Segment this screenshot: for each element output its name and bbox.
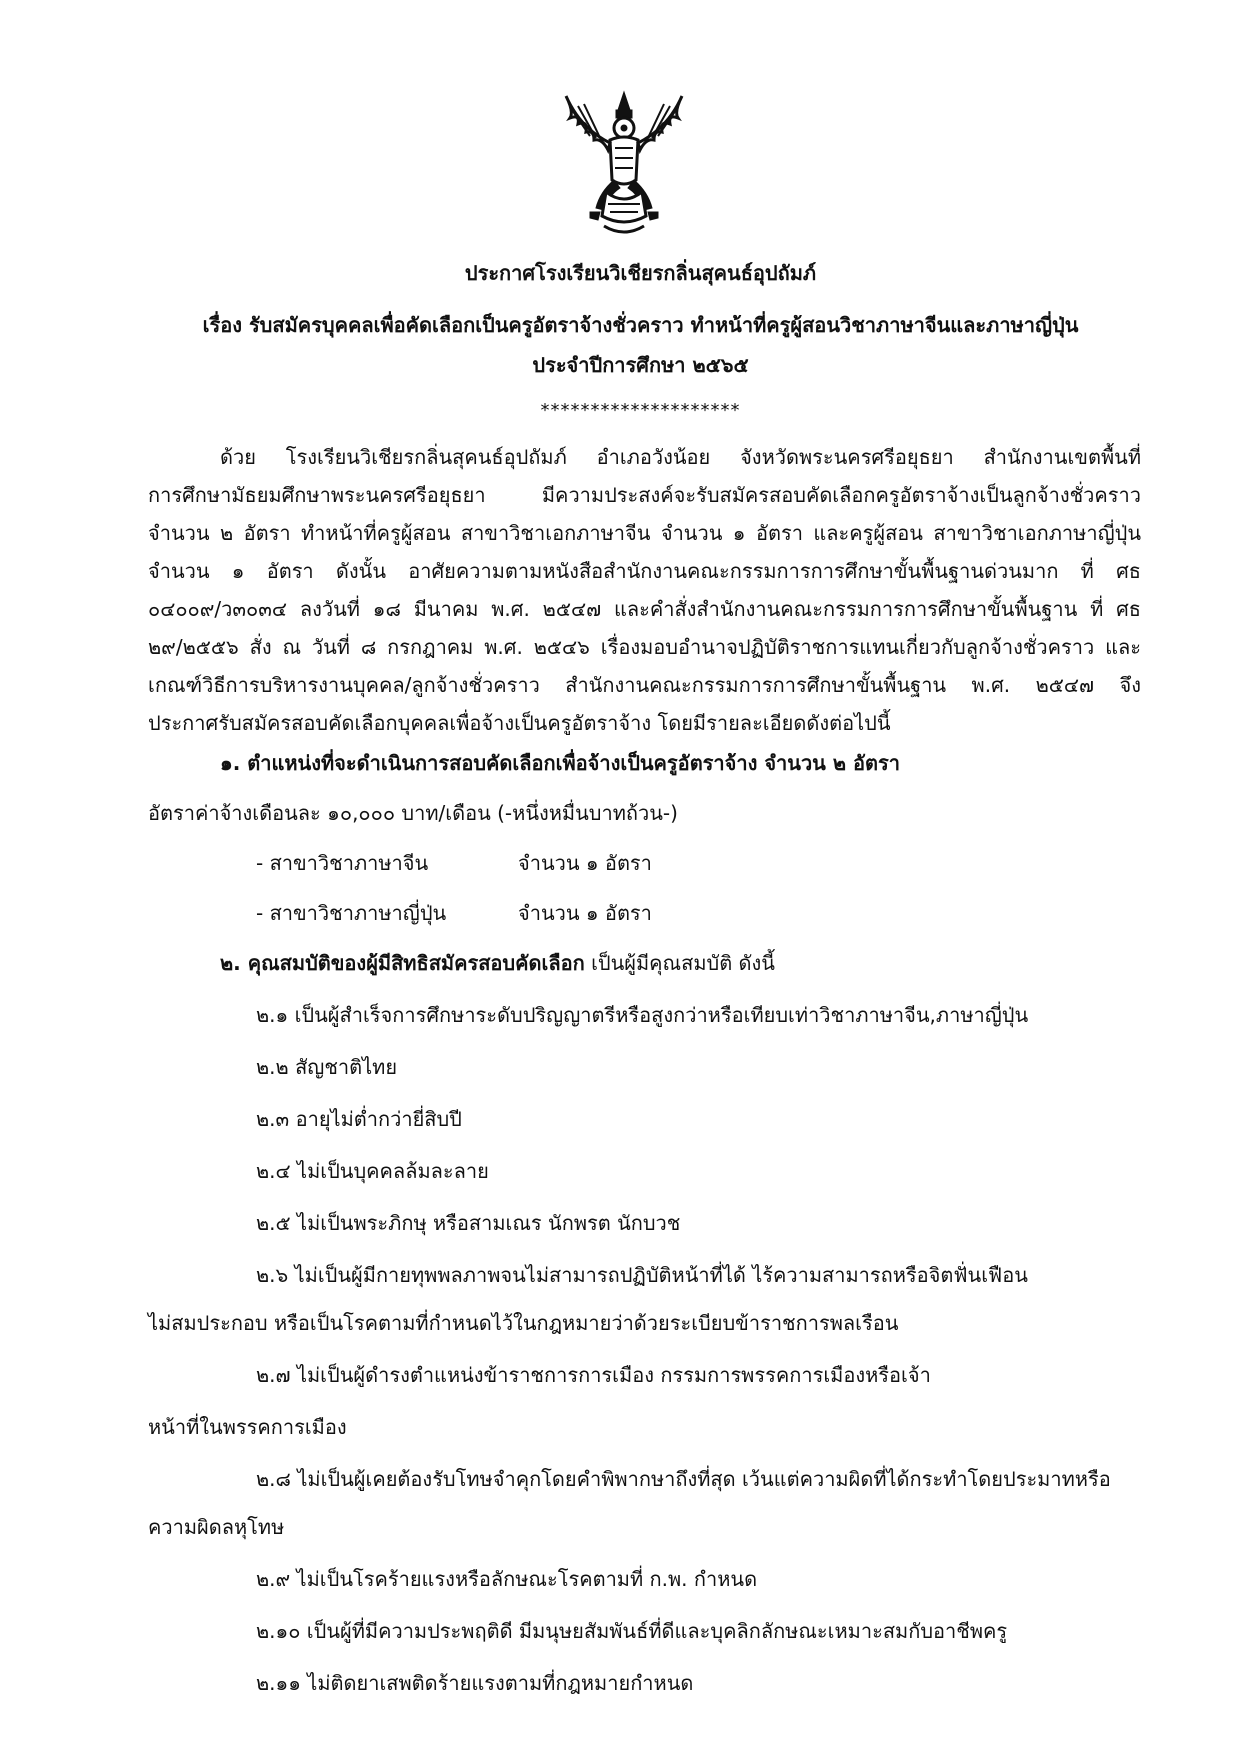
qualification-item-continued: ความผิดลหุโทษ (148, 1515, 285, 1539)
intro-line-3: จำนวน ๒ อัตรา ทำหน้าที่ครูผู้สอน สาขาวิชาเอกภาษาจีน จำนวน ๑ อัตรา และครูผู้สอน สาขาวิชาเอกภาษาญี่ปุ่น (148, 521, 1141, 545)
qualification-item: ๒.๑ เป็นผู้สำเร็จการศึกษาระดับปริญญาตรีหรือสูงกว่าหรือเทียบเท่าวิชาภาษาจีน,ภาษาญี่ปุ่น (256, 1003, 1029, 1027)
section-2-heading (220, 946, 1141, 980)
qualification-item: ๒.๒ สัญชาติไทย (256, 1055, 398, 1079)
position-count: จำนวน ๑ อัตรา (518, 851, 652, 875)
qualification-item: ๒.๔ ไม่เป็นบุคคลล้มละลาย (256, 1159, 489, 1183)
separator: ******************** (540, 400, 741, 421)
garuda-emblem-icon (560, 88, 688, 238)
intro-line-4: จำนวน ๑ อัตรา ดังนั้น อาศัยความตามหนังสือสำนักงานคณะกรรมการการศึกษาขั้นพื้นฐานด่วนมาก ที่ ศธ (148, 559, 1141, 583)
intro-line-5: ๐๔๐๐๙/ว๓๐๓๔ ลงวันที่ ๑๘ มีนาคม พ.ศ. ๒๕๔๗ และคำสั่งสำนักงานคณะกรรมการการศึกษาขั้นพื้นฐาน ที่ ศธ (148, 597, 1141, 621)
announcement-subject: เรื่อง รับสมัครบุคคลเพื่อคัดเลือกเป็นครูอัตราจ้างชั่วคราว ทำหน้าที่ครูผู้สอนวิชาภาษาจีนและภาษาญี่ปุ่น (202, 313, 1079, 337)
intro-line-1: ด้วย โรงเรียนวิเชียรกลิ่นสุคนธ์อุปถัมภ์ อำเภอวังน้อย จังหวัดพระนครศรีอยุธยา สำนักงานเขตพื้นที่ (220, 445, 1141, 469)
qualification-item: ๒.๓ อายุไม่ต่ำกว่ายี่สิบปี (256, 1107, 462, 1131)
qualification-item-continued: หน้าที่ในพรรคการเมือง (148, 1415, 347, 1439)
qualification-item: ๒.๕ ไม่เป็นพระภิกษุ หรือสามเณร นักพรต นักบวช (256, 1211, 681, 1235)
qualification-item: ๒.๖ ไม่เป็นผู้มีกายทุพพลภาพจนไม่สามารถปฏิบัติหน้าที่ได้ ไร้ความสามารถหรือจิตฟั่นเฟือน (256, 1263, 1028, 1287)
position-count: จำนวน ๑ อัตรา (518, 901, 652, 925)
intro-line-2: การศึกษามัธยมศึกษาพระนครศรีอยุธยา มีความประสงค์จะรับสมัครสอบคัดเลือกครูอัตราจ้างเป็นลูกจ้างชั่วคราว (148, 483, 1141, 507)
qualification-item: ๒.๗ ไม่เป็นผู้ดำรงตำแหน่งข้าราชการการเมือง กรรมการพรรคการเมืองหรือเจ้า (256, 1363, 931, 1387)
qualification-item: ๒.๘ ไม่เป็นผู้เคยต้องรับโทษจำคุกโดยคำพิพากษาถึงที่สุด เว้นแต่ความผิดที่ได้กระทำโดยประมาทหรือ (256, 1467, 1111, 1491)
section-2-heading-suffix: เป็นผู้มีคุณสมบัติ ดังนี้ (584, 951, 775, 975)
academic-year: ประจำปีการศึกษา ๒๕๖๕ (532, 353, 749, 377)
qualification-item: ๒.๙ ไม่เป็นโรคร้ายแรงหรือลักษณะโรคตามที่ ก.พ. กำหนด (256, 1567, 758, 1591)
section-2-heading-bold: ๒. คุณสมบัติของผู้มีสิทธิสมัครสอบคัดเลือก (220, 951, 585, 975)
intro-line-6: ๒๙/๒๕๕๖ สั่ง ณ วันที่ ๘ กรกฎาคม พ.ศ. ๒๕๔๖ เรื่องมอบอำนาจปฏิบัติราชการแทนเกี่ยวกับลูกจ้างชั่วคราว และ (148, 635, 1141, 659)
announcement-title: ประกาศโรงเรียนวิเชียรกลิ่นสุคนธ์อุปถัมภ์ (464, 261, 817, 285)
section-1-heading: ๑. ตำแหน่งที่จะดำเนินการสอบคัดเลือกเพื่อจ้างเป็นครูอัตราจ้าง จำนวน ๒ อัตรา (220, 751, 900, 775)
qualification-item: ๒.๑๐ เป็นผู้ที่มีความประพฤติดี มีมนุษยสัมพันธ์ที่ดีและบุคลิกลักษณะเหมาะสมกับอาชีพครู (256, 1619, 1008, 1643)
position-subject: - สาขาวิชาภาษาญี่ปุ่น (256, 901, 447, 925)
position-subject: - สาขาวิชาภาษาจีน (256, 851, 429, 875)
intro-line-7: เกณฑ์วิธีการบริหารงานบุคคล/ลูกจ้างชั่วคราว สำนักงานคณะกรรมการการศึกษาขั้นพื้นฐาน พ.ศ. ๒๕๔๗ จึง (148, 673, 1141, 697)
salary-line: อัตราค่าจ้างเดือนละ ๑๐,๐๐๐ บาท/เดือน (-หนึ่งหมื่นบาทถ้วน-) (148, 801, 678, 825)
intro-line-8: ประกาศรับสมัครสอบคัดเลือกบุคคลเพื่อจ้างเป็นครูอัตราจ้าง โดยมีรายละเอียดดังต่อไปนี้ (148, 711, 891, 735)
qualification-item-continued: ไม่สมประกอบ หรือเป็นโรคตามที่กำหนดไว้ในกฎหมายว่าด้วยระเบียบข้าราชการพลเรือน (148, 1311, 899, 1335)
qualification-item: ๒.๑๑ ไม่ติดยาเสพติดร้ายแรงตามที่กฎหมายกำหนด (256, 1671, 694, 1695)
